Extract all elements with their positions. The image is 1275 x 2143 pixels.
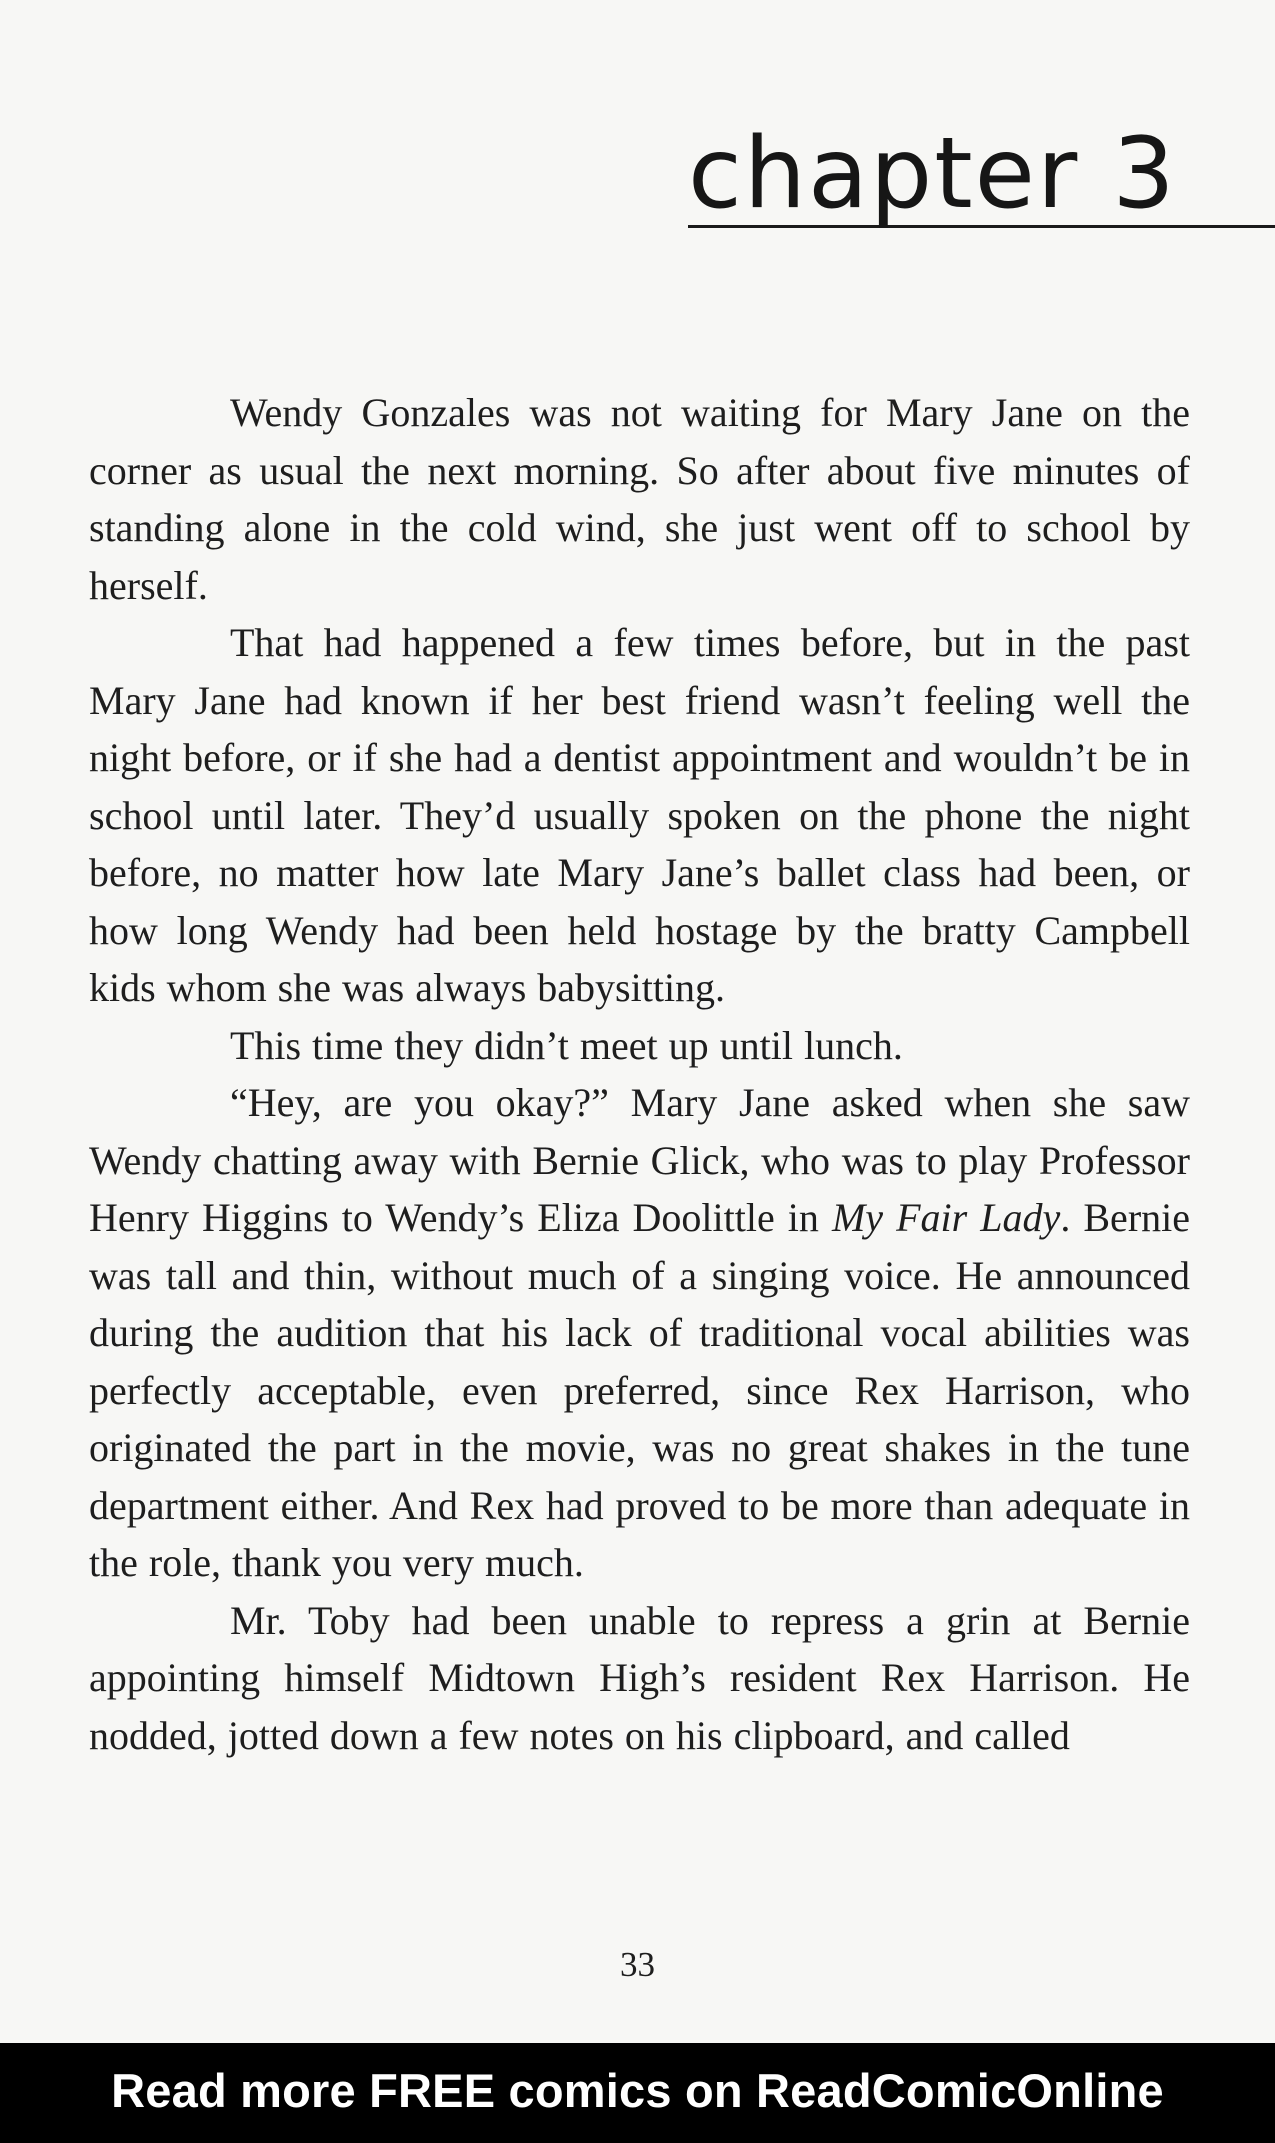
paragraph-text: Mr. Toby had been unable to repress a grin at Bernie appointing himself Midtown High’s resident Rex Harrison. He nodded, jotted down a few notes on his clipboard, and called <box>89 1597 1190 1758</box>
paragraph-5 <box>89 1592 1190 1765</box>
promo-banner-text[interactable]: Read more FREE comics on ReadComicOnline <box>111 2063 1164 2117</box>
chapter-title: chapter 3 <box>688 117 1177 231</box>
chapter-heading <box>688 117 1275 231</box>
page-number: 33 <box>620 1945 655 1984</box>
paragraph-4 <box>89 1074 1190 1592</box>
paragraph-text: Wendy Gonzales was not waiting for Mary Jane on the corner as usual the next morning. So after about five minutes of standing alone in the cold wind, she just went off to school by herself. <box>89 390 1190 608</box>
paragraph-2 <box>89 614 1190 1017</box>
paragraph-text: That had happened a few times before, but in the past Mary Jane had known if her best friend wasn’t feeling well the night before, or if she had a dentist appointment and wouldn’t be in school until later. They’d usually spoken on the phone the night before, no matter how late Mary Jane’s ballet class had been, or how long Wendy had been held hostage by the bratty Campbell kids whom she was always babysitting. <box>89 620 1190 1010</box>
paragraph-text: “Hey, are you okay?” Mary Jane asked when she saw Wendy chatting away with Bernie Glick, who was to play Professor Henry Higgins to Wendy’s Eliza Doolittle in <box>89 1080 1190 1240</box>
chapter-body <box>89 384 1190 1764</box>
paragraph-text: This time they didn’t meet up until lunch. <box>230 1022 903 1068</box>
paragraph-1 <box>89 384 1190 614</box>
promo-banner[interactable] <box>0 2043 1275 2143</box>
paragraph-text: . Bernie was tall and thin, without much of a singing voice. He announced during the audition that his lack of traditional vocal abilities was perfectly acceptable, even preferred, since Rex Harrison, who originated the part in the movie, was no great shakes in the tune department either. And Rex had proved to be more than adequate in the role, thank you very much. <box>89 1195 1191 1585</box>
paragraph-3 <box>89 1017 1190 1075</box>
book-title-italic: My Fair Lady <box>831 1195 1061 1240</box>
